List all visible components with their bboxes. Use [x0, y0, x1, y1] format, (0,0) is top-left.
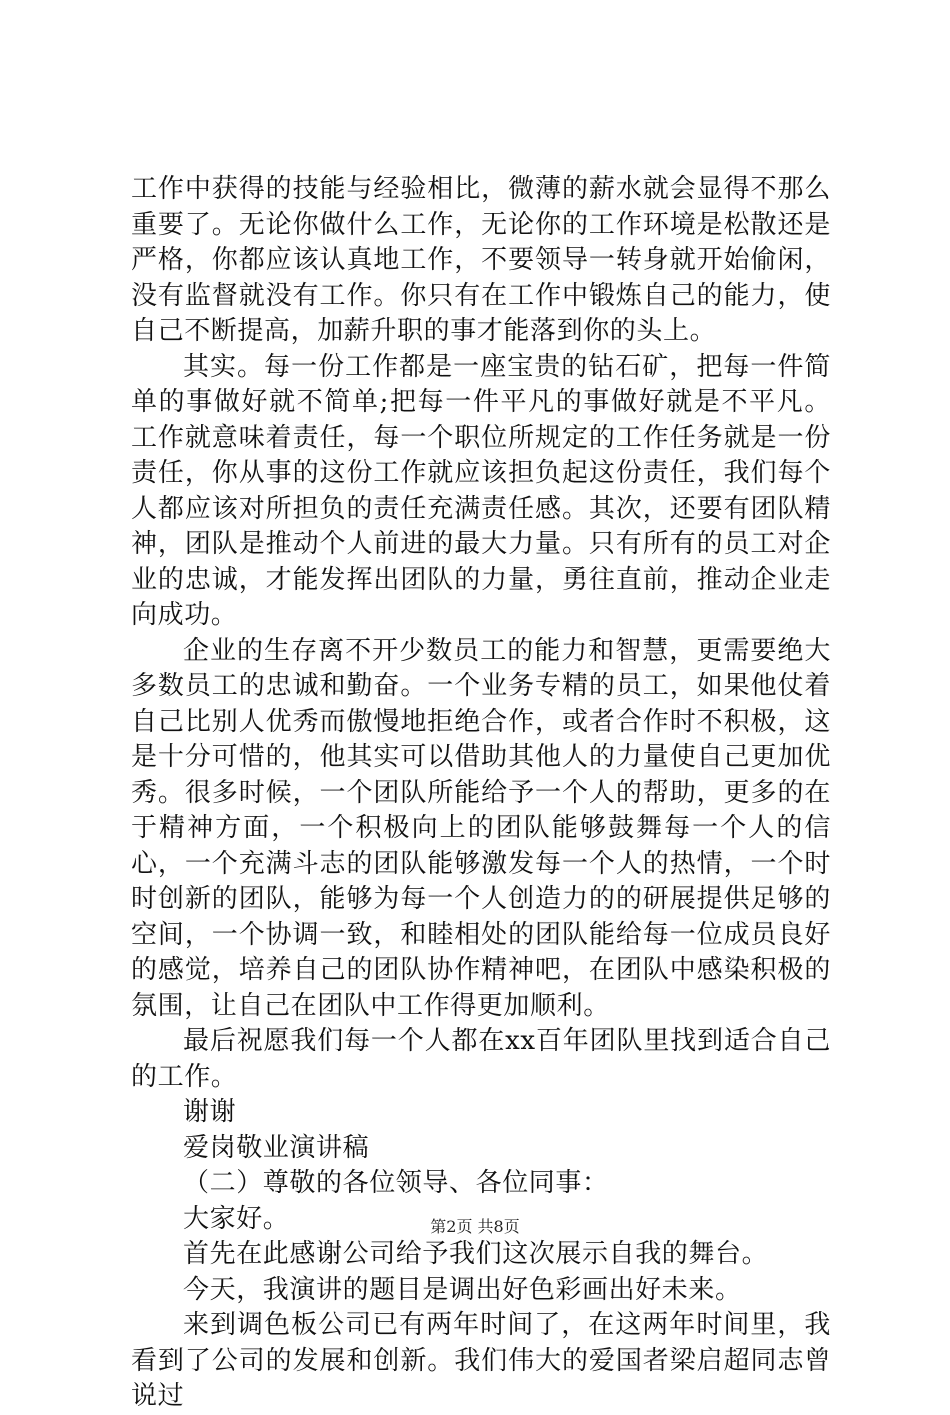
paragraph: 大家好。 [183, 1203, 290, 1234]
paragraph: 爱岗敬业演讲稿 [183, 1132, 370, 1163]
paragraph: 其实。每一份工作都是一座宝贵的钻石矿，把每一件简单的事做好就不简单;把每一件平凡的事做好就是不平凡。工作就意味着责任，每一个职位所规定的工作任务就是一份责任，你从事的这份工作就应该担负起这份责任，我们每个人都应该对所担负的责任充满责任感。其次，还要有团队精神，团队是推动个人前进的最大力量。只有所有的员工对企业的忠诚，才能发挥出团队的力量，勇往直前，推动企业走向成功。 [131, 351, 831, 630]
paragraph: 最后祝愿我们每一个人都在xx百年团队里找到适合自己的工作。 [131, 1026, 831, 1092]
paragraph: 首先在此感谢公司给予我们这次展示自我的舞台。 [183, 1239, 769, 1269]
paragraph: 今天，我演讲的题目是调出好色彩画出好未来。 [183, 1274, 742, 1305]
page-number-footer: 第2页 共8页 [430, 1217, 520, 1236]
paragraph: 谢谢 [183, 1097, 237, 1127]
paragraph: （二）尊敬的各位领导、各位同事： [183, 1168, 609, 1198]
paragraph: 企业的生存离不开少数员工的能力和智慧，更需要绝大多数员工的忠诚和勤奋。一个业务专精的员工，如果他仗着自己比别人优秀而傲慢地拒绝合作，或者合作时不积极，这是十分可惜的，他其实可以借助其他人的力量使自己更加优秀。很多时候，一个团队所能给予一个人的帮助，更多的在于精神方面，一个积极向上的团队能够鼓舞每一个人的信心，一个充满斗志的团队能够激发每一个人的热情，一个时时创新的团队，能够为每一个人创造力的的研展提供足够的空间，一个协调一致，和睦相处的团队能给每一位成员良好的感觉，培养自己的团队协作精神吧，在团队中感染积极的氛围，让自己在团队中工作得更加顺利。 [131, 635, 831, 1021]
paragraph: 来到调色板公司已有两年时间了，在这两年时间里，我看到了公司的发展和创新。我们伟大的爱国者梁启超同志曾说过 [131, 1310, 831, 1411]
paragraph: 工作中获得的技能与经验相比，微薄的薪水就会显得不那么重要了。无论你做什么工作，无论你的工作环境是松散还是严格，你都应该认真地工作，不要领导一转身就开始偷闲，没有监督就没有工作。你只有在工作中锻炼自己的能力，使自己不断提高，加薪升职的事才能落到你的头上。 [131, 174, 831, 346]
